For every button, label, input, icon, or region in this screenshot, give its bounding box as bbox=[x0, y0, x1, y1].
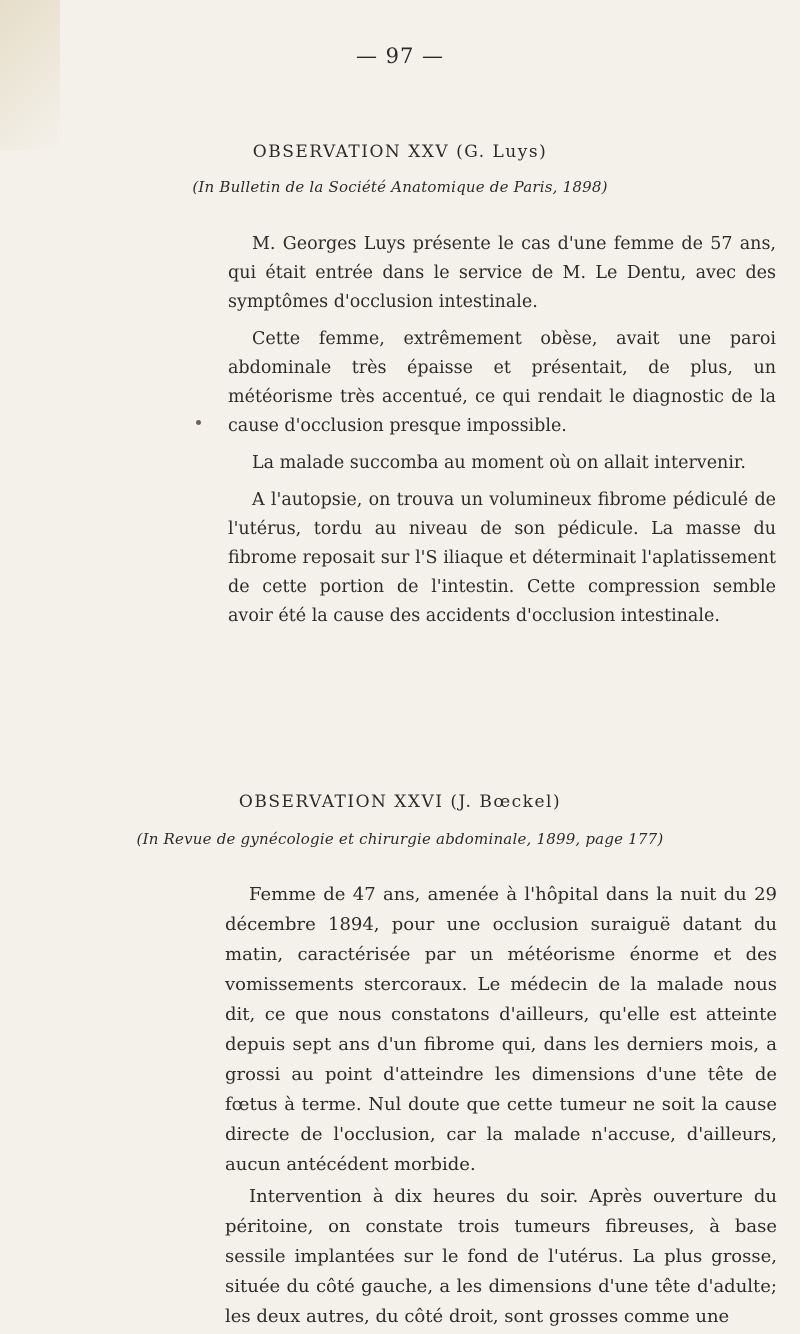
observation-26-source: (In Revue de gynécologie et chirurgie abdominale, 1899, page 177) bbox=[136, 830, 664, 848]
paragraph: M. Georges Luys présente le cas d'une femme de 57 ans, qui était entrée dans le service de M. Le Dentu, avec des symptômes d'occlusion intestinale. bbox=[228, 234, 776, 312]
paragraph: Cette femme, extrêmement obèse, avait une paroi abdominale très épaisse et présentait, de plus, un météorisme très accentué, ce qui rendait le diagnostic de la cause d'occlusion presque impossible. bbox=[228, 329, 776, 436]
paragraph: Femme de 47 ans, amenée à l'hôpital dans la nuit du 29 décembre 1894, pour une occlusion suraiguë datant du matin, caractérisée par un météorisme énorme et des vomissements stercoraux. Le médecin de la malade nous dit, ce que nous constatons d'ailleurs, qu'elle est atteinte depuis sept ans d'un fibrome qui, dans les derniers mois, a grossi au point d'atteindre les dimensions d'une tête de fœtus à terme. Nul doute que cette tumeur ne soit la cause directe de l'occlusion, car la malade n'accuse, d'ailleurs, aucun antécédent morbide. bbox=[225, 884, 777, 1175]
paragraph: A l'autopsie, on trouva un volumineux fibrome pédiculé de l'utérus, tordu au niveau de son pédicule. La masse du fibrome reposait sur l'S iliaque et déterminait l'aplatissement de cette portion de l'intestin. Cette compression semble avoir été la cause des accidents d'occlusion intestinale. bbox=[228, 490, 776, 626]
page-number: — 97 — bbox=[355, 44, 445, 68]
observation-26-body bbox=[225, 880, 777, 1334]
observation-25-heading: OBSERVATION XXV (G. Luys) bbox=[252, 142, 548, 162]
paragraph: Intervention à dix heures du soir. Après ouverture du péritoine, on constate trois tumeurs fibreuses, à base sessile implantées sur le fond de l'utérus. La plus grosse, située du côté gauche, a les dimensions d'une tête d'adulte; les deux autres, du côté droit, sont grosses comme une bbox=[225, 1186, 777, 1327]
paper-stain bbox=[0, 0, 60, 150]
ink-dot bbox=[196, 420, 201, 425]
paragraph: La malade succomba au moment où on allait intervenir. bbox=[252, 453, 746, 473]
observation-26-heading: OBSERVATION XXVI (J. Bœckel) bbox=[238, 792, 562, 812]
observation-25-source: (In Bulletin de la Société Anatomique de Paris, 1898) bbox=[192, 178, 608, 196]
observation-25-body bbox=[228, 230, 776, 639]
